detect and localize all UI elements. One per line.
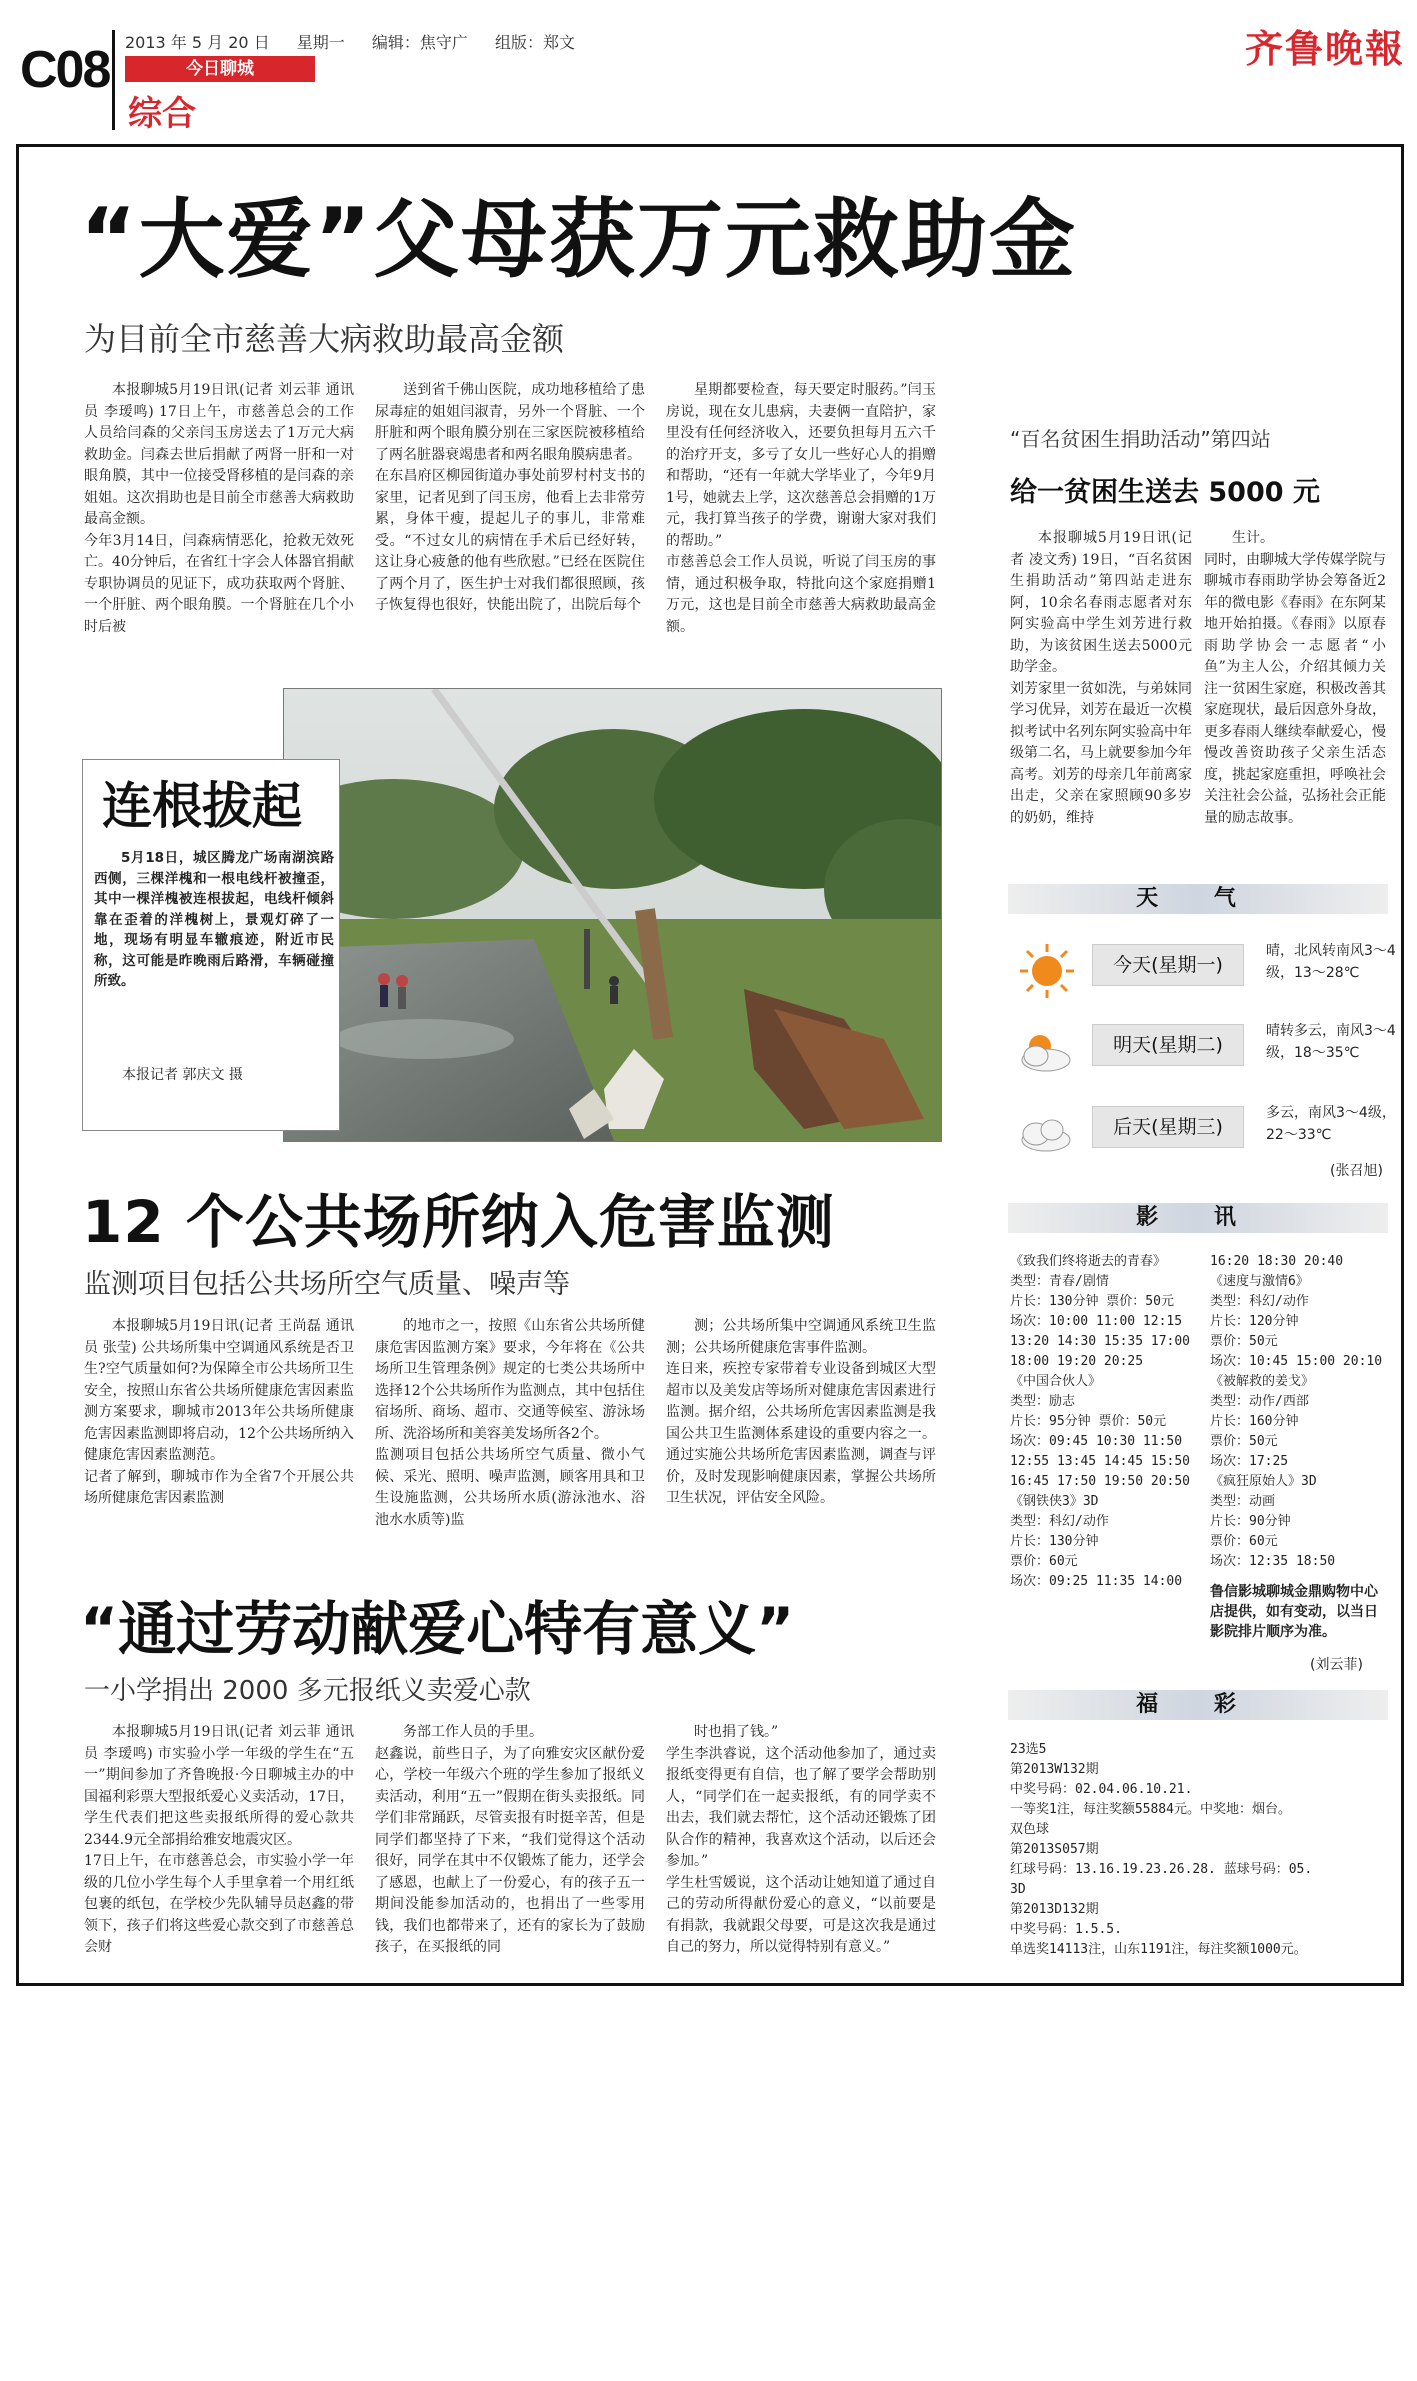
article2-column-1: 本报聊城5月19日讯(记者 王尚磊 通讯员 张莹) 公共场所集中空调通风系统是否卫生?空气质量如何?为保障全市公共场所卫生安全，按照山东省公共场所健康危害因素监测方案要求，聊城市2013年公共场所健康危害因素监测即将启动，12个公共场所纳入健康危害因素监测范。 记者了解到，聊城市作为全省7个开展公共场所健康危害因素监测 (84, 1318, 354, 1506)
weather-credit: (张召旭) (1330, 1163, 1383, 1179)
article2-column-3: 测；公共场所集中空调通风系统卫生监测；公共场所健康危害事件监测。 连日来，疾控专家带着专业设备到城区大型超市以及美发店等场所对健康危害因素进行监测。据介绍，公共场所危害因素监测是我国公共卫生监测体系建设的重要内容之一。通过实施公共场所危害因素监测，调查与评价，及时发现影响健康因素，掌握公共场所卫生状况，评估安全风险。 (666, 1318, 936, 1506)
weather-day-after (1008, 1094, 1398, 1164)
article1-column-1: 本报聊城5月19日讯(记者 刘云菲 通讯员 李瑷鸣) 17日上午，市慈善总会的工作人员给闫森的父亲闫玉房送去了1万元大病救助金。闫森去世后捐献了两肾一肝和一对眼角膜，其中一位接受肾移植的是闫森的亲姐姐。这次捐助也是目前全市慈善大病救助最高金额。 今年3月14日，闫森病情恶化，抢救无效死亡。40分钟后，在省红十字会人体器官捐献专职协调员的见证下，成功获取两个肾脏、一个肝脏、两个眼角膜。一个肾脏在几个小时后被 (84, 382, 354, 635)
article2-headline: 12 个公共场所纳入危害监测 (82, 1188, 835, 1256)
article3-headline: “通过劳动献爱心特有意义” (80, 1595, 795, 1663)
weather-today (1008, 932, 1398, 1002)
weather-today-desc: 晴，北风转南风3～4级，13～28℃ (1266, 943, 1396, 981)
article3-subtitle: 一小学捐出 2000 多元报纸义卖爱心款 (84, 1676, 531, 1706)
movies-heading: 影 讯 (1008, 1203, 1388, 1233)
movies-credit: (刘云菲) (1310, 1657, 1363, 1673)
article3-column-3: 时也捐了钱。” 学生李洪睿说，这个活动他参加了，通过卖报纸变得更有自信，也了解了要学会帮助别人，“同学们在一起卖报纸，有的同学卖不出去，我们就去帮忙，这个活动还锻炼了团队合作的精神，我喜欢这个活动，以后还会参加。” 学生杜雪媛说，这个活动让她知道了通过自己的劳动所得献份爱心的意义，“以前要是有捐款，我就跟父母要，可是这次我是通过自己的努力，所以觉得特别有意义。” (666, 1724, 936, 1955)
weather-today-label: 今天(星期一) (1092, 944, 1244, 986)
photo-headline: 连根拔起 (102, 777, 302, 835)
editor-credit: 编辑：焦守广 (371, 33, 468, 52)
movies-column-1: 《致我们终将逝去的青春》 类型：青春/剧情 片长：130分钟 票价：50元 场次：10:00 11:00 12:15 13:20 14:30 15:35 17:00 18:00 19:20 20:25 《中国合伙人》 类型：励志 片长：95分钟 票价：50元 场次：09:45 10:30 11:50 12:55 13:45 14:45 15:50 16:45 17:50 19:50 20:50 《钢铁侠3》3D 类型：科幻/动作 片长：130分钟 票价：60元 场次：09:25 11:35 14:00 (1010, 1254, 1191, 1589)
article3-column-2: 务部工作人员的手里。 赵鑫说，前些日子，为了向雅安灾区献份爱心，学校一年级六个班的学生参加了报纸义卖活动，利用“五一”假期在街头卖报纸。同学们非常踊跃，尽管卖报有时挺辛苦，但是同学们都坚持了下来，“我们觉得这个活动很好，同学在其中不仅锻炼了能力，还学会了感恩，也献上了一份爱心，有的孩子五一期间没能参加活动的，也捐出了一些零用钱，我们也都带来了，还有的家长为了鼓励孩子，在买报纸的同 (375, 1724, 645, 1955)
lottery-heading: 福 彩 (1008, 1690, 1388, 1720)
sidebar-headline: 给一贫困生送去 5000 元 (1010, 477, 1320, 508)
section-title: 综合 (128, 94, 196, 134)
photo-caption: 5月18日，城区腾龙广场南湖滨路西侧，三棵洋槐和一根电线杆被撞歪，其中一棵洋槐被连根拔起，电线杆倾斜靠在歪着的洋槐树上，景观灯碎了一地，现场有明显车辙痕迹，附近市民称，这可能是昨晚雨后路滑，车辆碰撞所致。 (94, 850, 334, 989)
issue-weekday: 星期一 (296, 33, 345, 52)
page-number: C08 (20, 41, 110, 99)
article1-column-2: 送到省千佛山医院，成功地移植给了患尿毒症的姐姐闫淑青，另外一个肾脏、一个肝脏和两个眼角膜分别在三家医院被移植给了两名脏器衰竭患者和两名眼角膜病患者。 在东昌府区柳园街道办事处前罗村村支书的家里，记者见到了闫玉房，他看上去非常劳累，身体干瘦，提起儿子的事儿，非常难受。“不过女儿的病情在手术后已经好转，这让身心疲惫的他有些欣慰。”已经在医院住了两个月了，医生护士对我们都很照顾，孩子恢复得也很好，快能出院了，出院后每个 (375, 382, 645, 613)
issue-date: 2013 年 5 月 20 日 (125, 33, 270, 52)
weather-tomorrow (1008, 1012, 1398, 1082)
lottery-results: 23选5 第2013W132期 中奖号码：02.04.06.10.21. 一等奖1注，每注奖额55884元。中奖地：烟台。 双色球 第2013S057期 红球号码：13.16.19.23.26.28. 蓝球号码：05. 3D 第2013D132期 中奖号码：1.5.5. 单选奖14113注，山东1191注，每注奖额1000元。 (1010, 1742, 1313, 1957)
sidebar-column-1: 本报聊城5月19日讯(记者 凌文秀) 19日，“百名贫困生捐助活动”第四站走进东阿，10余名春雨志愿者对东阿实验高中学生刘芳进行救助，为该贫困生送去5000元助学金。 刘芳家里一贫如洗，与弟妹同学习优异，刘芳在最近一次模拟考试中名列东阿实验高中年级第二名，马上就要参加今年高考。刘芳的母亲几年前离家出走，父亲在家照顾90多岁的奶奶，维持 (1010, 530, 1192, 826)
header-divider (112, 30, 115, 130)
sun-cloud-icon (1014, 1028, 1074, 1074)
newspaper-logo: 齐鲁晚報 (1245, 26, 1406, 71)
movies-note: 鲁信影城聊城金鼎购物中心店提供，如有变动，以当日影院排片顺序为准。 (1210, 1584, 1378, 1640)
article1-subtitle: 为目前全市慈善大病救助最高金额 (84, 320, 565, 358)
photo-credit: 本报记者 郭庆文 摄 (122, 1067, 243, 1083)
photo-illustration (284, 689, 941, 1141)
article1-column-3: 星期都要检查，每天要定时服药。”闫玉房说，现在女儿患病，夫妻俩一直陪护，家里没有任何经济收入，还要负担每月五六千的治疗开支，多亏了女儿一些好心人的捐赠和帮助，“还有一年就大学毕业了，今年9月1号，她就去上学，这次慈善总会捐赠的1万元，我打算当孩子的学费，谢谢大家对我们的帮助。” 市慈善总会工作人员说，听说了闫玉房的事情，通过积极争取，特批向这个家庭捐赠1万元，这也是目前全市慈善大病救助最高金额。 (666, 382, 936, 635)
sidebar-column-2: 生计。 同时，由聊城大学传媒学院与聊城市春雨助学协会筹备近2年的微电影《春雨》在东阿某地开始拍摄。《春雨》以原春雨助学协会一志愿者“小鱼”为主人公，介绍其倾力关注一贫困生家庭，积极改善其家庭现状，最后因意外身故，更多春雨人继续奉献爱心，慢慢改善资助孩子父亲生活态度，挑起家庭重担，呼唤社会关注社会公益，弘扬社会正能量的励志故事。 (1204, 530, 1386, 826)
article1-headline: “大爱”父母获万元救助金 (80, 190, 1078, 290)
cloud-icon (1014, 1112, 1074, 1154)
movies-column-2: 16:20 18:30 20:40 《速度与激情6》 类型：科幻/动作 片长：120分钟 票价：50元 场次：10:45 15:00 20:10 《被解救的姜戈》 类型：动作/西部 片长：160分钟 票价：50元 场次：17:25 《疯狂原始人》3D 类型：动画 片长：90分钟 票价：60元 场次：12:35 18:50 (1210, 1254, 1383, 1569)
sidebar-kicker: “百名贫困生捐助活动”第四站 (1010, 427, 1271, 451)
weather-heading: 天 气 (1008, 884, 1388, 914)
weather-tomorrow-label: 明天(星期二) (1092, 1024, 1244, 1066)
article3-column-1: 本报聊城5月19日讯(记者 刘云菲 通讯员 李瑷鸣) 市实验小学一年级的学生在“五一”期间参加了齐鲁晚报·今日聊城主办的中国福利彩票大型报纸爱心义卖活动，17日，学生代表们把这些卖报纸所得的爱心款共2344.9元全部捐给雅安地震灾区。 17日上午，在市慈善总会，市实验小学一年级的几位小学生每个人手里拿着一个用红纸包裹的纸包，在学校少先队辅导员赵鑫的带领下，孩子们将这些爱心款交到了市慈善总会财 (84, 1724, 354, 1955)
section-tag: 今日聊城 (125, 56, 315, 82)
header-meta (125, 30, 597, 53)
news-photo-uprooted-trees (283, 688, 942, 1142)
article2-subtitle: 监测项目包括公共场所空气质量、噪声等 (84, 1269, 570, 1300)
weather-day-after-label: 后天(星期三) (1092, 1106, 1244, 1148)
article2-column-2: 的地市之一，按照《山东省公共场所健康危害因监测方案》要求，今年将在《公共场所卫生管理条例》规定的七类公共场所中选择12个公共场所作为监测点，其中包括住宿场所、商场、超市、交通等候室、游泳场所、洗浴场所和美容美发场所各2个。 监测项目包括公共场所空气质量、微小气候、采光、照明、噪声监测，顾客用具和卫生设施监测，公共场所水质(游泳池水、浴池水水质等)监 (375, 1318, 645, 1528)
sun-icon (1018, 942, 1076, 1000)
weather-day-after-desc: 多云，南风3～4级，22～33℃ (1266, 1105, 1396, 1143)
layout-credit: 组版：郑文 (495, 33, 576, 52)
weather-tomorrow-desc: 晴转多云，南风3～4级，18～35℃ (1266, 1023, 1396, 1061)
